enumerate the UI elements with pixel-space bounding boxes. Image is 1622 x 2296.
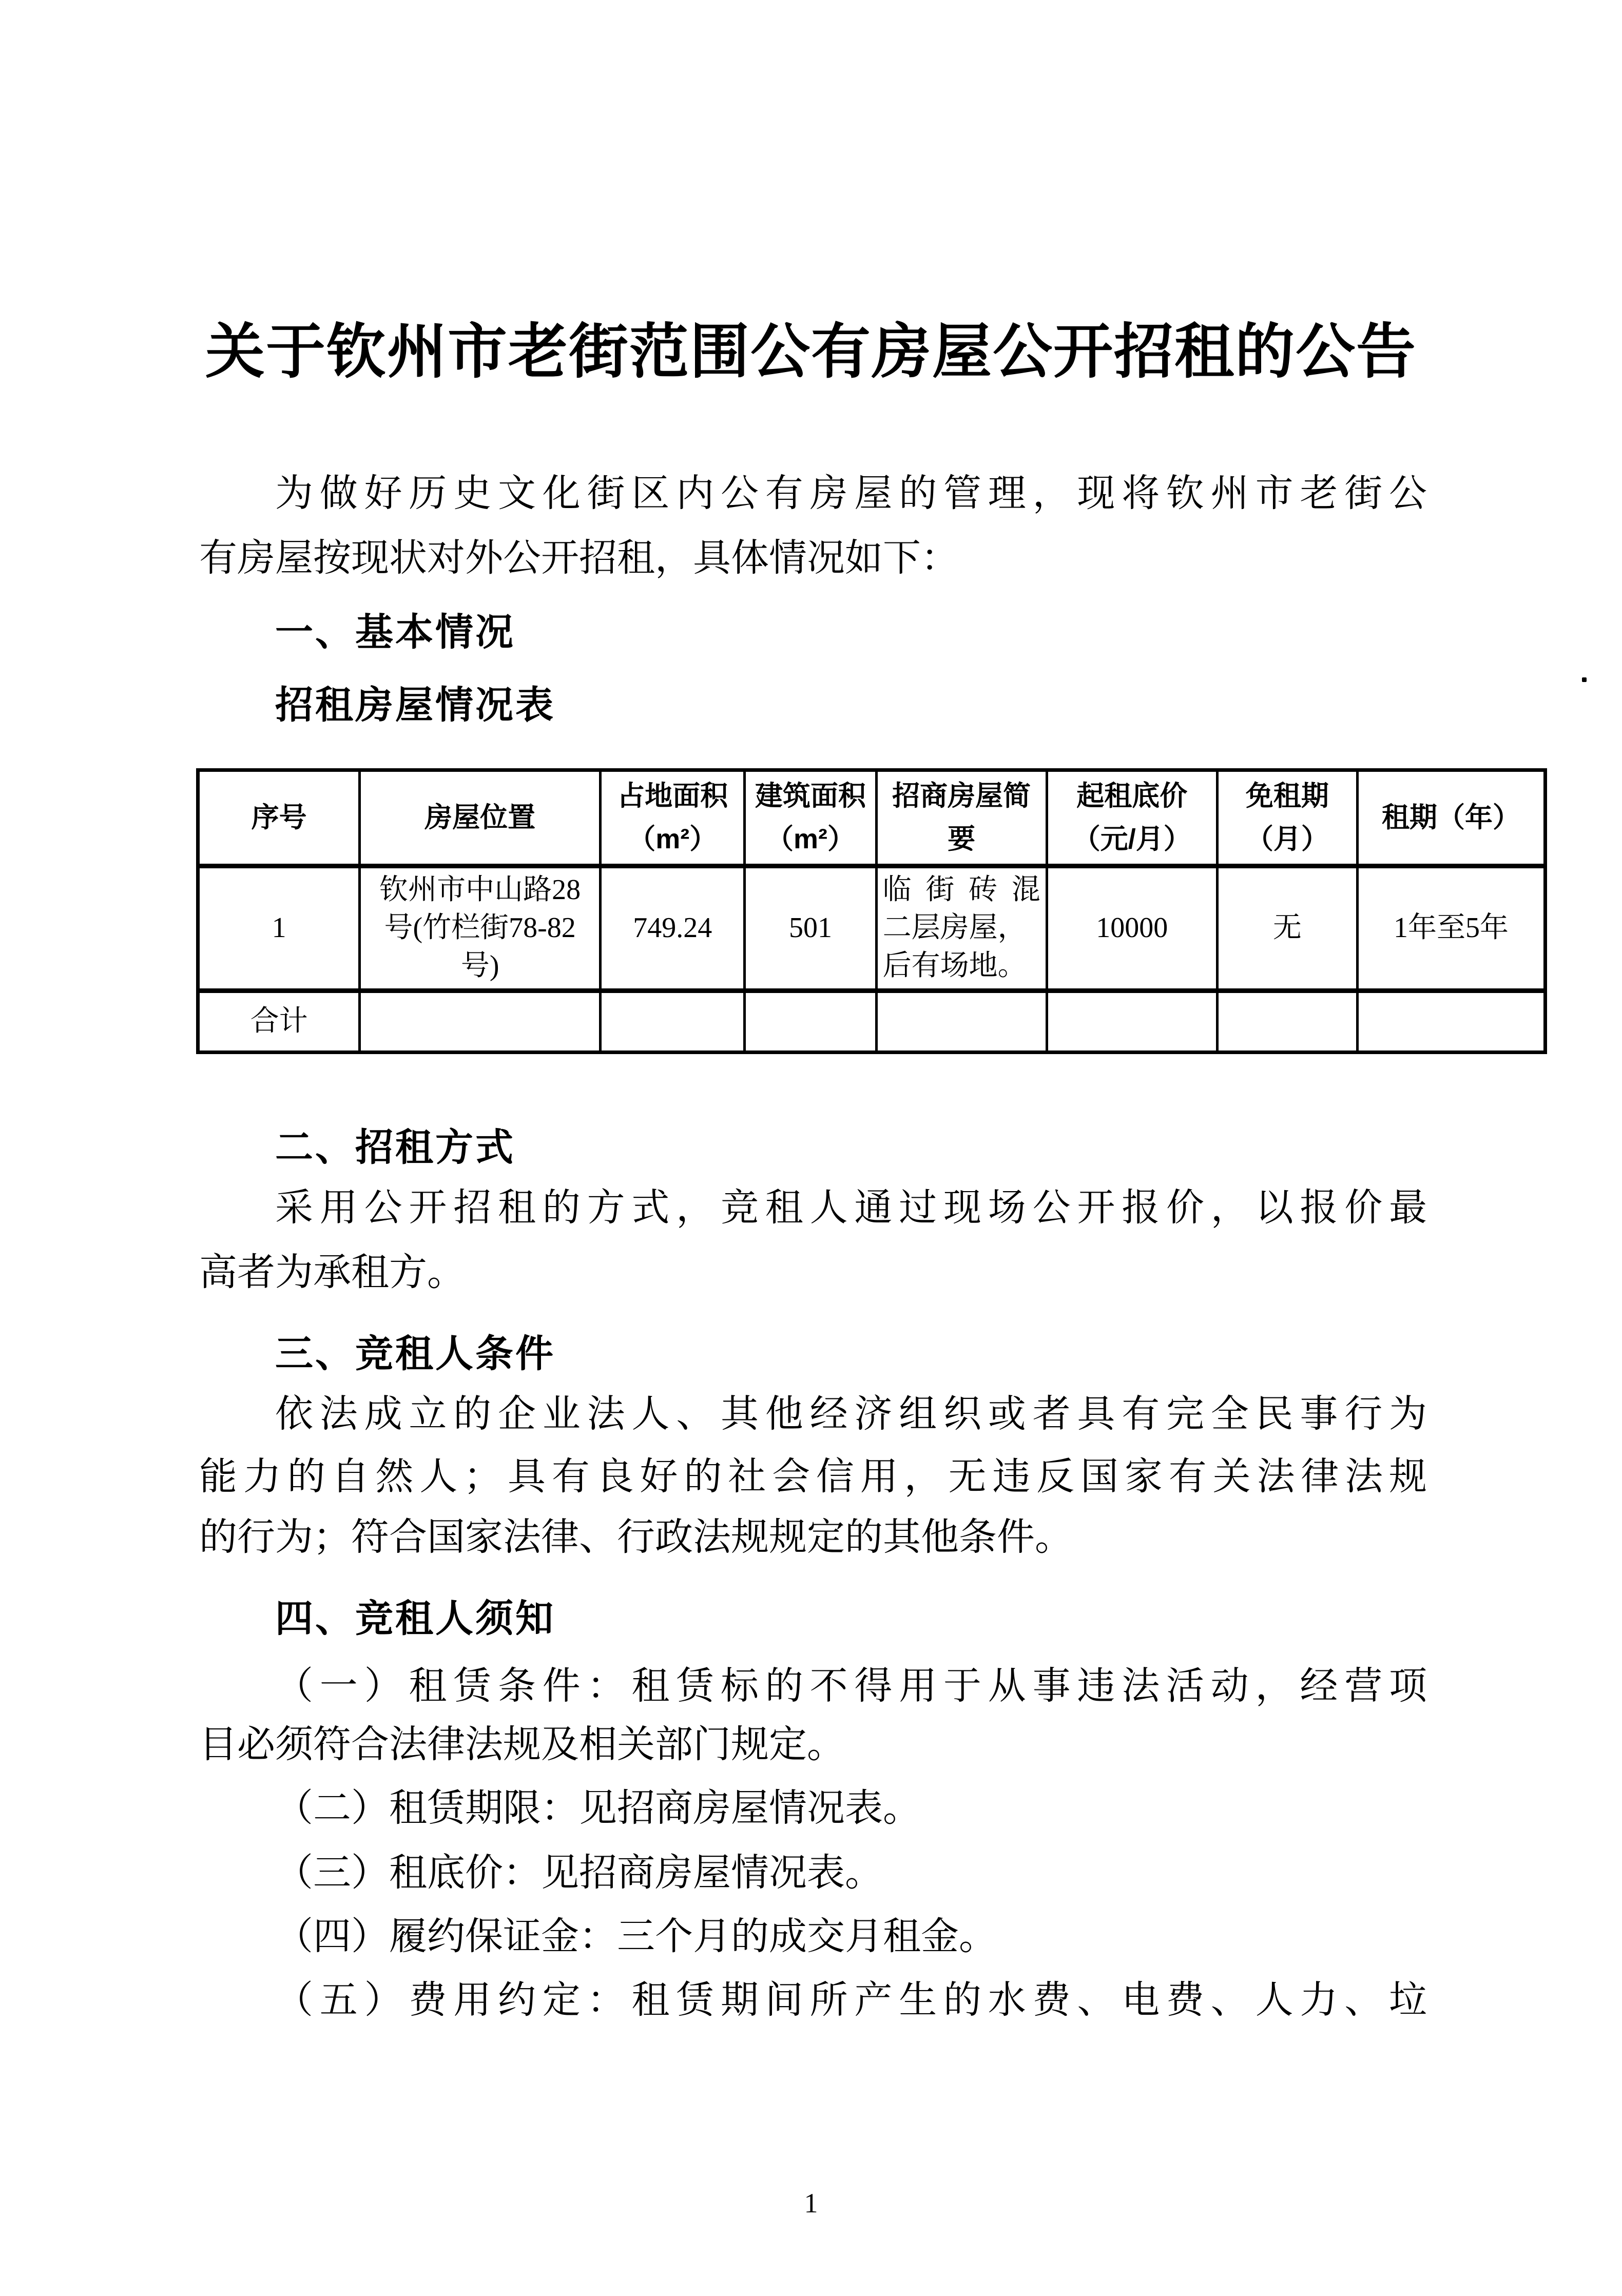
cell-total-empty [876,991,1047,1053]
cell-brief-line: 后有场地。 [882,950,1027,982]
intro-line-1: 为做好历史文化街区内公有房屋的管理，现将钦州市老街公 [275,473,1427,515]
cell-building-area: 501 [745,866,876,991]
cell-location-line: 钦州市中山路28 [379,874,581,906]
notice-item2: （二）租赁期限：见招商房屋情况表。 [275,1787,921,1830]
col-header-base-price: 起租底价（元/月） [1047,770,1217,866]
col-header-term: 租期（年） [1358,770,1546,866]
cell-term: 1年至5年 [1358,866,1546,991]
notice-item1-line-2: 目必须符合法律法规及相关部门规定。 [199,1724,845,1766]
cell-land-area: 749.24 [601,866,745,991]
page-number: 1 [804,2188,818,2219]
cell-location-line: 号(竹栏街78-82 [384,912,576,944]
notice-item3: （三）租底价：见招商房屋情况表。 [275,1852,883,1894]
col-header-brief: 招商房屋简要 [876,770,1047,866]
cell-location [360,866,601,991]
notice-item1-line-1: （一）租赁条件：租赁标的不得用于从事违法活动，经营项 [275,1665,1427,1707]
cell-total-empty [1358,991,1546,1053]
cell-brief-line: 临街砖混 [882,874,1040,906]
section-heading-bidder-notice: 四、竞租人须知 [275,1597,555,1640]
method-line-2: 高者为承租方。 [199,1252,465,1294]
intro-line-2: 有房屋按现状对外公开招租，具体情况如下： [199,537,959,579]
cell-brief-line: 二层房屋， [882,912,1027,944]
section-heading-rental-method: 二、招租方式 [275,1126,515,1169]
cell-total-empty [1217,991,1357,1053]
conditions-line-3: 的行为；符合国家法律、行政法规规定的其他条件。 [199,1516,1073,1559]
col-header-seq: 序号 [198,770,360,866]
cell-total-empty [360,991,601,1053]
cell-seq: 1 [198,866,360,991]
rental-houses-table [196,768,1547,1054]
col-header-land-area: 占地面积（m²） [601,770,745,866]
table-header-row [198,770,1546,866]
document-title: 关于钦州市老街范围公有房屋公开招租的公告 [205,318,1417,385]
col-header-rent-free: 免租期（月） [1217,770,1357,866]
conditions-line-2: 能力的自然人；具有良好的社会信用，无违反国家有关法律法规 [199,1456,1427,1498]
cell-total-label: 合计 [198,991,360,1053]
cell-brief-lines [883,871,1040,985]
notice-item4: （四）履约保证金：三个月的成交月租金。 [275,1916,997,1958]
table-caption: 招租房屋情况表 [275,684,555,726]
col-header-location: 房屋位置 [360,770,601,866]
notice-item5: （五）费用约定：租赁期间所产生的水费、电费、人力、垃 [275,1979,1427,2021]
method-line-1: 采用公开招租的方式，竞租人通过现场公开报价，以报价最 [275,1187,1427,1229]
scan-artifact-dot [1582,677,1587,682]
section-heading-basic-info: 一、基本情况 [275,611,515,653]
cell-total-empty [1047,991,1217,1053]
cell-location-line: 号) [460,950,499,982]
conditions-line-1: 依法成立的企业法人、其他经济组织或者具有完全民事行为 [275,1393,1427,1435]
cell-rent-free: 无 [1217,866,1357,991]
col-header-building-area: 建筑面积（m²） [745,770,876,866]
section-heading-bidder-conditions: 三、竞租人条件 [275,1332,555,1375]
cell-total-empty [745,991,876,1053]
table-row [198,866,1546,991]
cell-total-empty [601,991,745,1053]
cell-brief [876,866,1047,991]
cell-base-price: 10000 [1047,866,1217,991]
table-total-row [198,991,1546,1053]
cell-location-lines [366,871,594,985]
